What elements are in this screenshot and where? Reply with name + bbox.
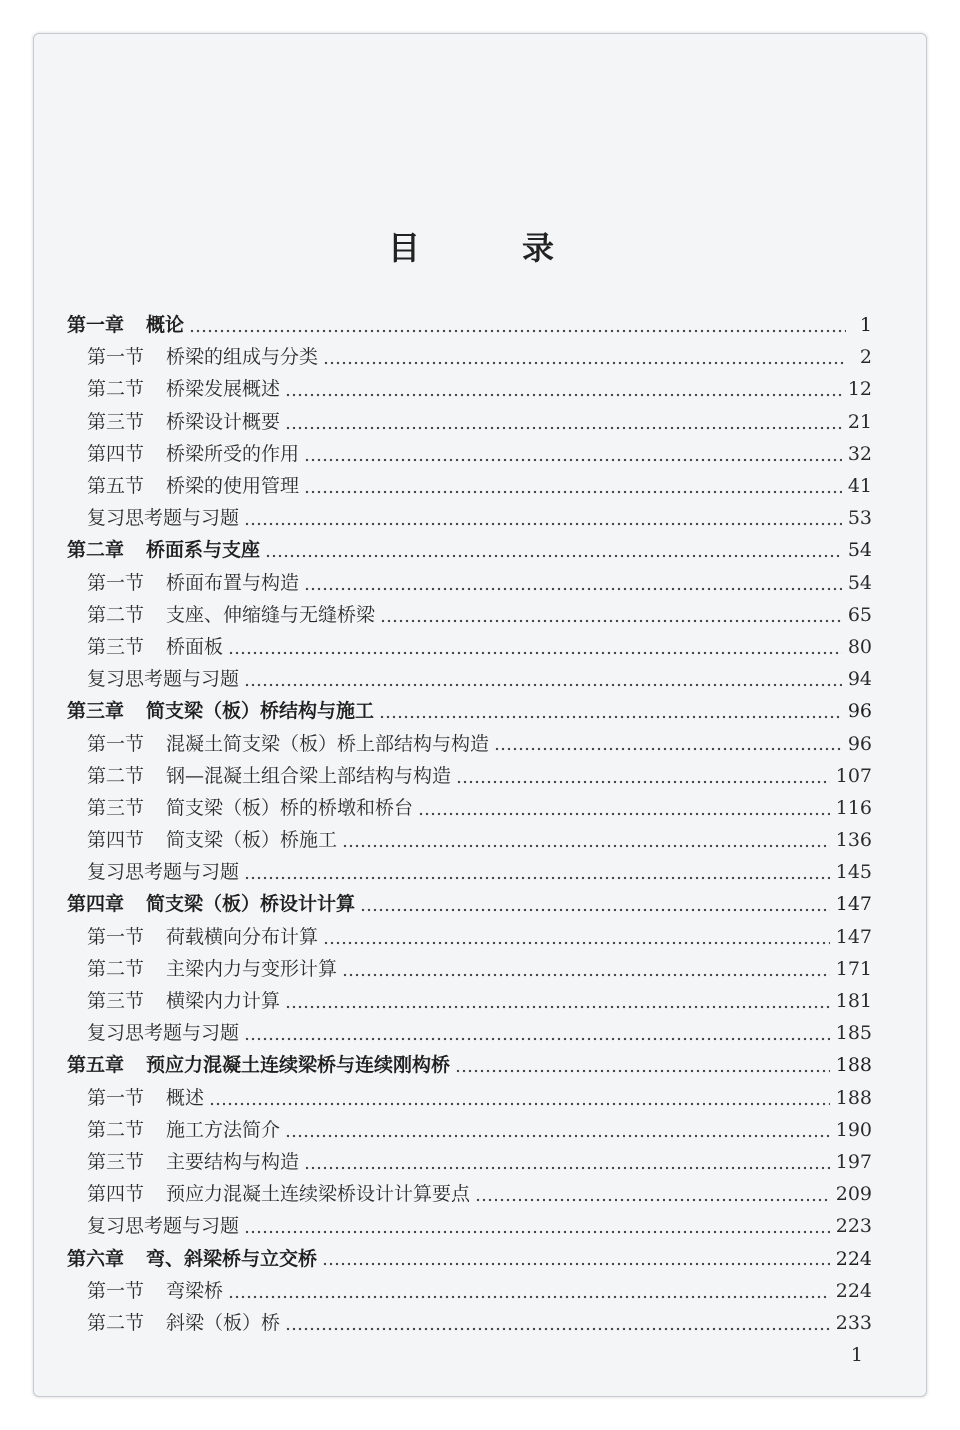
toc-entry-title: 桥梁的使用管理 [166, 475, 300, 498]
toc-section-row [0, 985, 960, 1017]
toc-entry-title: 概述 [166, 1086, 205, 1109]
dot-leader [324, 921, 830, 953]
dot-leader [456, 1049, 830, 1081]
toc-entry-page: 116 [835, 796, 872, 819]
toc-entry-number: 第二节 [87, 1118, 145, 1141]
toc-section-row [0, 1275, 960, 1307]
toc-section-row [0, 824, 960, 856]
dot-leader [305, 567, 842, 599]
dot-leader [286, 1307, 830, 1339]
toc-chapter-row [0, 1242, 960, 1274]
toc-section-row [0, 1146, 960, 1178]
dot-leader [305, 1146, 830, 1178]
toc-entry-page: 209 [835, 1183, 872, 1206]
toc-entry-title: 桥面系与支座 [146, 539, 261, 562]
toc-entry-title: 桥面布置与构造 [166, 571, 300, 594]
toc-section-row [0, 727, 960, 759]
toc-chapter-row [0, 534, 960, 566]
toc-section-row [0, 631, 960, 663]
toc-entry-page: 107 [835, 764, 872, 787]
toc-entry-number: 第二节 [87, 603, 145, 626]
dot-leader [361, 888, 830, 920]
toc-entry-title: 支座、伸缩缝与无缝桥梁 [166, 603, 376, 626]
toc-section-row [0, 470, 960, 502]
toc-entry-number: 第三节 [87, 990, 145, 1013]
toc-entry-page: 21 [847, 410, 872, 433]
toc-entry-title: 桥梁所受的作用 [166, 442, 300, 465]
toc-section-row [0, 599, 960, 631]
dot-leader [381, 599, 842, 631]
toc-entry-page: 233 [835, 1311, 872, 1334]
toc-review-row [0, 663, 960, 695]
toc-entry-page: 188 [835, 1054, 872, 1077]
toc-entry-page: 65 [847, 603, 872, 626]
dot-leader [245, 663, 842, 695]
toc-entry-title: 复习思考题与习题 [87, 507, 240, 530]
toc-entry-title: 施工方法简介 [166, 1118, 281, 1141]
toc-entry-page: 96 [847, 700, 872, 723]
toc-review-row [0, 856, 960, 888]
dot-leader [286, 1114, 830, 1146]
toc-section-row [0, 921, 960, 953]
toc-entry-number: 第二节 [87, 957, 145, 980]
toc-entry-number: 第四节 [87, 442, 145, 465]
toc-section-row [0, 1114, 960, 1146]
toc-chapter-row [0, 309, 960, 341]
toc-entry-number: 第四节 [87, 829, 145, 852]
toc-entry-page: 136 [835, 829, 872, 852]
toc-entry-page: 54 [847, 571, 872, 594]
toc-entry-title: 简支梁（板）桥的桥墩和桥台 [166, 796, 414, 819]
toc-entry-number: 第一节 [87, 732, 145, 755]
toc-entry-number: 第一章 [67, 314, 125, 337]
toc-entry-title: 弯梁桥 [166, 1279, 224, 1302]
toc-entry-page: 1 [859, 314, 872, 337]
toc-entry-number: 第三节 [87, 1150, 145, 1173]
toc-entry-title: 荷载横向分布计算 [166, 925, 319, 948]
toc-section-row [0, 341, 960, 373]
dot-leader [245, 1210, 830, 1242]
toc-entry-number: 第三节 [87, 796, 145, 819]
toc-section-row [0, 760, 960, 792]
toc-entry-title: 弯、斜梁桥与立交桥 [146, 1247, 318, 1270]
toc-entry-title: 主要结构与构造 [166, 1150, 300, 1173]
toc-title: 目录 [388, 229, 657, 267]
toc-entry-number: 第二节 [87, 378, 145, 401]
dot-leader [266, 534, 842, 566]
toc-entry-page: 32 [847, 442, 872, 465]
toc-review-row [0, 1210, 960, 1242]
dot-leader [305, 470, 842, 502]
toc-entry-title: 预应力混凝土连续梁桥设计计算要点 [166, 1183, 471, 1206]
toc-entry-number: 第一节 [87, 571, 145, 594]
toc-entry-title: 复习思考题与习题 [87, 1022, 240, 1045]
toc-entry-number: 第三节 [87, 635, 145, 658]
toc-entry-number: 第二节 [87, 1311, 145, 1334]
dot-leader [380, 695, 842, 727]
toc-entry-page: 147 [835, 925, 872, 948]
toc-entry-title: 简支梁（板）桥设计计算 [146, 893, 356, 916]
toc-entry-page: 145 [835, 861, 872, 884]
toc-entry-title: 横梁内力计算 [166, 990, 281, 1013]
toc-entry-number: 第二章 [67, 539, 125, 562]
dot-leader [286, 373, 842, 405]
toc-entry-page: 197 [835, 1150, 872, 1173]
toc-entry-page: 147 [835, 893, 872, 916]
toc-entry-number: 第四节 [87, 1183, 145, 1206]
toc-entry-page: 171 [835, 957, 872, 980]
toc-entry-page: 80 [847, 635, 872, 658]
toc-entry-page: 41 [847, 475, 872, 498]
dot-leader [210, 1082, 830, 1114]
toc-chapter-row [0, 888, 960, 920]
toc-entry-title: 桥梁的组成与分类 [166, 346, 319, 369]
toc-entry-number: 第一节 [87, 925, 145, 948]
dot-leader [305, 438, 842, 470]
dot-leader [245, 856, 830, 888]
toc-entry-number: 第五章 [67, 1054, 125, 1077]
toc-entry-number: 第六章 [67, 1247, 125, 1270]
toc-entry-number: 第四章 [67, 893, 125, 916]
toc-entry-title: 钢—混凝土组合梁上部结构与构造 [166, 764, 452, 787]
toc-entry-page: 96 [847, 732, 872, 755]
toc-review-row [0, 502, 960, 534]
toc-list [0, 309, 960, 1339]
toc-entry-title: 桥面板 [166, 635, 224, 658]
dot-leader [245, 502, 842, 534]
toc-entry-page: 223 [835, 1215, 872, 1238]
toc-section-row [0, 1082, 960, 1114]
toc-entry-number: 第三节 [87, 410, 145, 433]
toc-entry-number: 第一节 [87, 1279, 145, 1302]
page-number: 1 [850, 1344, 863, 1366]
toc-entry-title: 复习思考题与习题 [87, 1215, 240, 1238]
toc-entry-page: 188 [835, 1086, 872, 1109]
dot-leader [245, 1017, 830, 1049]
dot-leader [229, 631, 842, 663]
toc-entry-title: 混凝土简支梁（板）桥上部结构与构造 [166, 732, 490, 755]
toc-review-row [0, 1017, 960, 1049]
toc-chapter-row [0, 1049, 960, 1081]
toc-section-row [0, 438, 960, 470]
toc-entry-number: 第一节 [87, 1086, 145, 1109]
toc-section-row [0, 792, 960, 824]
dot-leader [323, 1242, 830, 1274]
toc-section-row [0, 1307, 960, 1339]
dot-leader [476, 1178, 830, 1210]
toc-section-row [0, 1178, 960, 1210]
toc-entry-page: 12 [847, 378, 872, 401]
dot-leader [495, 727, 842, 759]
toc-entry-title: 简支梁（板）桥结构与施工 [146, 700, 375, 723]
toc-entry-title: 概论 [146, 314, 185, 337]
toc-entry-title: 复习思考题与习题 [87, 668, 240, 691]
toc-entry-page: 53 [847, 507, 872, 530]
toc-entry-title: 桥梁设计概要 [166, 410, 281, 433]
toc-entry-title: 复习思考题与习题 [87, 861, 240, 884]
toc-entry-page: 54 [847, 539, 872, 562]
toc-section-row [0, 567, 960, 599]
toc-entry-title: 主梁内力与变形计算 [166, 957, 338, 980]
toc-chapter-row [0, 695, 960, 727]
toc-entry-title: 斜梁（板）桥 [166, 1311, 281, 1334]
dot-leader [457, 760, 830, 792]
dot-leader [324, 341, 846, 373]
dot-leader [286, 985, 830, 1017]
toc-entry-page: 224 [835, 1247, 872, 1270]
toc-entry-page: 190 [835, 1118, 872, 1141]
dot-leader [343, 953, 830, 985]
toc-entry-title: 预应力混凝土连续梁桥与连续刚构桥 [146, 1054, 451, 1077]
toc-entry-page: 181 [835, 990, 872, 1013]
dot-leader [419, 792, 830, 824]
toc-entry-page: 2 [859, 346, 872, 369]
toc-entry-page: 94 [847, 668, 872, 691]
toc-entry-title: 简支梁（板）桥施工 [166, 829, 338, 852]
toc-section-row [0, 373, 960, 405]
toc-entry-page: 185 [835, 1022, 872, 1045]
toc-section-row [0, 953, 960, 985]
dot-leader [343, 824, 830, 856]
dot-leader [286, 406, 842, 438]
toc-section-row [0, 406, 960, 438]
toc-entry-page: 224 [835, 1279, 872, 1302]
toc-entry-number: 第一节 [87, 346, 145, 369]
toc-entry-number: 第五节 [87, 475, 145, 498]
toc-entry-number: 第三章 [67, 700, 125, 723]
dot-leader [229, 1275, 830, 1307]
toc-entry-number: 第二节 [87, 764, 145, 787]
toc-entry-title: 桥梁发展概述 [166, 378, 281, 401]
dot-leader [190, 309, 846, 341]
